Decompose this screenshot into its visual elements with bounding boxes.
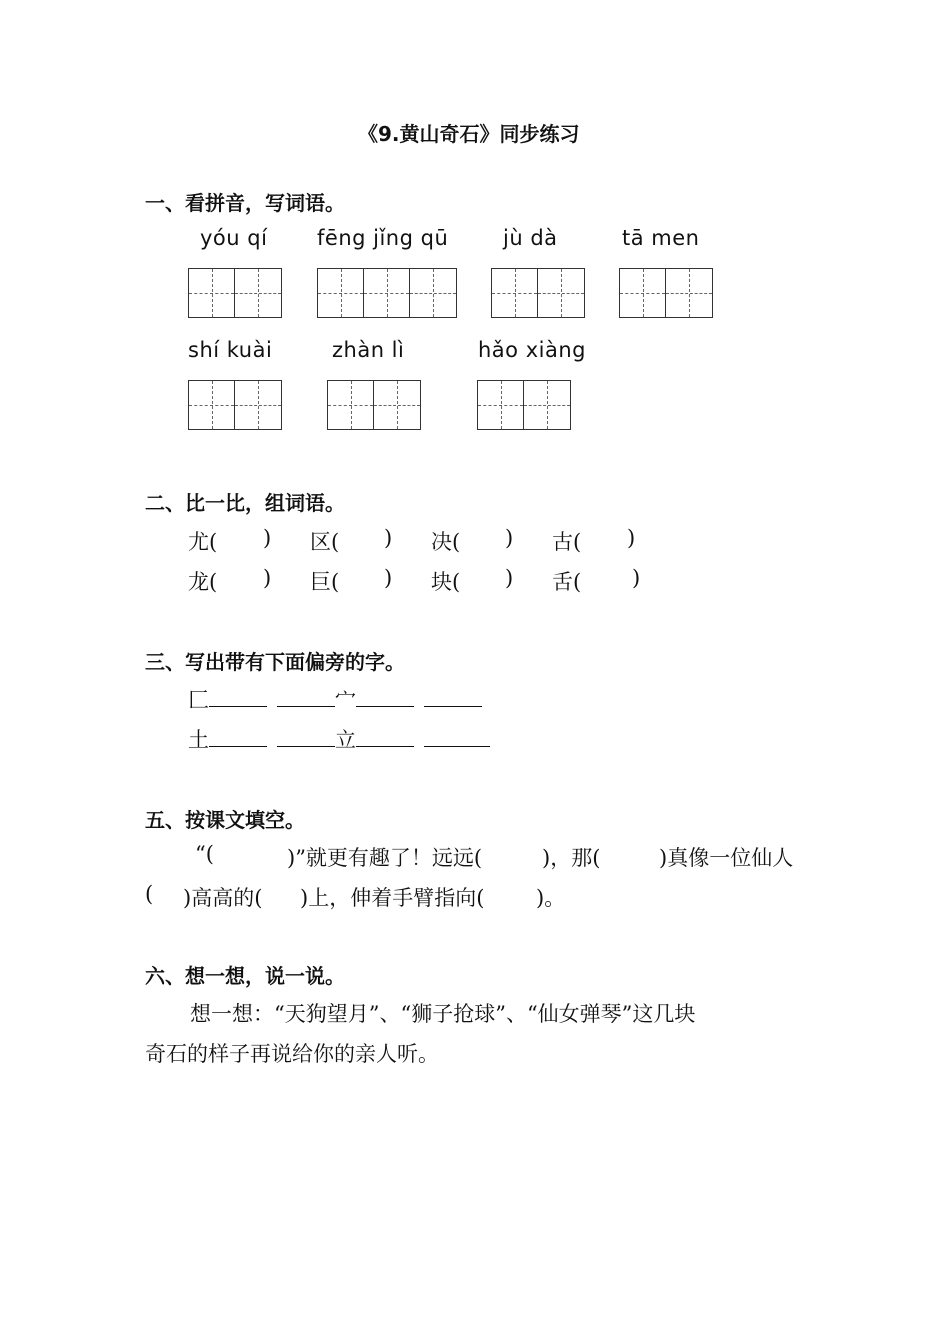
answer-blank[interactable] <box>424 726 490 747</box>
grid-cell[interactable] <box>492 269 538 317</box>
answer-blank[interactable] <box>356 726 414 747</box>
grid-cell[interactable] <box>189 381 235 429</box>
radical-3: 土 <box>188 728 209 752</box>
pinyin-2: fēng jǐng qū <box>317 226 449 250</box>
pinyin-5: shí kuài <box>188 338 273 362</box>
fill-text-2b: )高高的( <box>183 886 263 910</box>
compare-item-2-open: 区( <box>310 530 340 554</box>
radical-1: 匚 <box>188 688 209 712</box>
writing-grid-6[interactable] <box>327 380 421 430</box>
fill-text-2a: ( <box>145 882 154 906</box>
answer-blank[interactable] <box>277 726 335 747</box>
compare-item-8-close: ) <box>632 566 641 590</box>
grid-cell[interactable] <box>538 269 584 317</box>
writing-grid-1[interactable] <box>188 268 282 318</box>
instruction-line-1: 想一想：“天狗望月”、“狮子抢球”、“仙女弹琴”这几块 <box>190 1002 696 1026</box>
grid-cell[interactable] <box>318 269 364 317</box>
compare-item-4-open: 古( <box>552 530 582 554</box>
writing-grid-7[interactable] <box>477 380 571 430</box>
writing-grid-5[interactable] <box>188 380 282 430</box>
writing-grid-2[interactable] <box>317 268 457 318</box>
fill-text-2d: )。 <box>536 886 566 910</box>
answer-blank[interactable] <box>209 686 267 707</box>
pinyin-4: tā men <box>622 226 700 250</box>
grid-cell[interactable] <box>666 269 712 317</box>
radical-2: 宀 <box>335 688 356 712</box>
section-1-heading: 一、看拼音，写词语。 <box>145 191 345 215</box>
pinyin-7: hǎo xiàng <box>478 338 586 362</box>
fill-text-2c: )上，伸着手臂指向( <box>300 886 485 910</box>
compare-item-1-open: 尤( <box>188 530 218 554</box>
section-2-heading: 二、比一比，组词语。 <box>145 491 345 515</box>
section-5-heading: 五、按课文填空。 <box>145 808 305 832</box>
radical-row-1 <box>188 684 482 714</box>
grid-cell[interactable] <box>235 269 281 317</box>
radical-row-2 <box>188 724 490 754</box>
answer-blank[interactable] <box>356 686 414 707</box>
radical-4: 立 <box>335 728 356 752</box>
compare-item-6-close: ) <box>384 566 393 590</box>
fill-text-1a: “( <box>195 842 214 866</box>
compare-item-5-close: ) <box>263 566 272 590</box>
compare-item-6-open: 巨( <box>310 570 340 594</box>
compare-item-8-open: 舌( <box>552 570 582 594</box>
pinyin-1: yóu qí <box>200 226 268 250</box>
grid-cell[interactable] <box>235 381 281 429</box>
compare-item-7-close: ) <box>505 566 514 590</box>
answer-blank[interactable] <box>209 726 267 747</box>
compare-item-4-close: ) <box>627 526 636 550</box>
compare-item-3-close: ) <box>505 526 514 550</box>
compare-item-5-open: 龙( <box>188 570 218 594</box>
answer-blank[interactable] <box>277 686 335 707</box>
grid-cell[interactable] <box>364 269 410 317</box>
page-title: 《9.黄山奇石》同步练习 <box>358 122 580 146</box>
pinyin-3: jù dà <box>503 226 558 250</box>
grid-cell[interactable] <box>189 269 235 317</box>
compare-item-3-open: 决( <box>431 530 461 554</box>
instruction-line-2: 奇石的样子再说给你的亲人听。 <box>145 1042 439 1066</box>
fill-text-1d: )真像一位仙人 <box>659 846 794 870</box>
grid-cell[interactable] <box>524 381 570 429</box>
compare-item-1-close: ) <box>263 526 272 550</box>
grid-cell[interactable] <box>410 269 456 317</box>
section-6-heading: 六、想一想，说一说。 <box>145 964 345 988</box>
grid-cell[interactable] <box>478 381 524 429</box>
compare-item-7-open: 块( <box>431 570 461 594</box>
fill-text-1c: )，那( <box>542 846 601 870</box>
pinyin-6: zhàn lì <box>332 338 405 362</box>
writing-grid-4[interactable] <box>619 268 713 318</box>
writing-grid-3[interactable] <box>491 268 585 318</box>
grid-cell[interactable] <box>620 269 666 317</box>
fill-text-1b: )”就更有趣了！远远( <box>287 846 483 870</box>
grid-cell[interactable] <box>328 381 374 429</box>
section-3-heading: 三、写出带有下面偏旁的字。 <box>145 650 405 674</box>
grid-cell[interactable] <box>374 381 420 429</box>
answer-blank[interactable] <box>424 686 482 707</box>
compare-item-2-close: ) <box>384 526 393 550</box>
